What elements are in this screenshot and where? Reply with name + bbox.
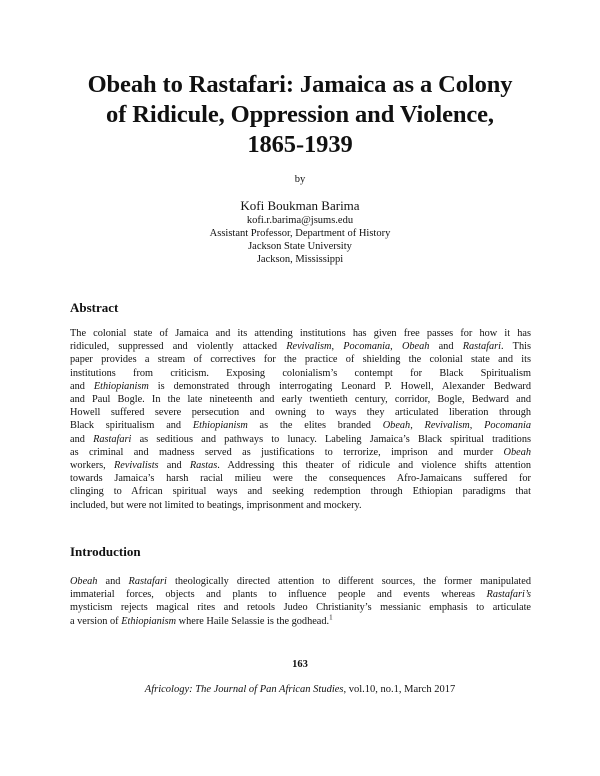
author-block bbox=[0, 197, 600, 266]
abstract-line: Black spiritualism and Ethiopianism as the elites branded Obeah, Revivalism, Pocomania bbox=[70, 420, 531, 432]
byline: by bbox=[294, 174, 306, 185]
journal-footer bbox=[0, 684, 600, 695]
paper-title bbox=[40, 70, 560, 160]
author-position: Assistant Professor, Department of History bbox=[209, 228, 391, 239]
author-university: Jackson State University bbox=[248, 241, 352, 252]
journal-issue: , vol.10, no.1, March 2017 bbox=[343, 684, 456, 695]
abstract-line: included, but were not limited to beatings, imprisonment and mockery. bbox=[70, 499, 362, 511]
title-line: of Ridicule, Oppression and Violence, bbox=[106, 101, 494, 128]
abstract-line: towards Jamaica’s harsh racial milieu were the consequences Afro-Jamaicans suffered for bbox=[70, 473, 531, 485]
abstract-line: workers, Revivalists and Rastas. Addressing this theater of ridicule and violence shifts attention bbox=[70, 460, 531, 472]
abstract-line: paper provides a stream of correctives for the practice of shielding the colonial state and its bbox=[70, 354, 531, 366]
introduction-line: mysticism rejects magical rites and retools Judeo Christianity’s messianic emphasis to articulate bbox=[70, 602, 531, 614]
abstract-line: and Ethiopianism is demonstrated through interrogating Leonard P. Howell, Alexander Bedward bbox=[70, 380, 531, 392]
author-location: Jackson, Mississippi bbox=[256, 254, 344, 265]
abstract-line: and Paul Bogle. In the late nineteenth and early twentieth century, corridor, Bogle, Bedward and bbox=[70, 394, 531, 406]
author-email: kofi.r.barima@jsums.edu bbox=[246, 215, 354, 226]
abstract-line: institutions from criticism. Exposing colonialism’s contempt for Black Spiritualism bbox=[70, 367, 531, 379]
introduction-line: a version of Ethiopianism where Haile Selassie is the godhead.$^1$ bbox=[70, 613, 333, 627]
abstract-body bbox=[70, 327, 531, 512]
abstract-line: as criminal and madness served as justifications to terrorize, imprison and murder Obeah bbox=[70, 446, 531, 458]
abstract-line: clinging to African spiritual ways and seeking redemption through Ethiopian paradigms that bbox=[70, 486, 531, 498]
abstract-line: ridiculed, suppressed and violently attacked Revivalism, Pocomania, Obeah and Rastafari. This bbox=[70, 341, 531, 353]
author-name: Kofi Boukman Barima bbox=[240, 198, 360, 213]
introduction-line: Obeah and Rastafari theologically directed attention to different sources, the former manipulated bbox=[70, 576, 532, 587]
footnote-marker[interactable]: 1 bbox=[329, 613, 333, 622]
title-line: Obeah to Rastafari: Jamaica as a Colony bbox=[87, 71, 513, 98]
title-line: 1865-1939 bbox=[247, 131, 353, 158]
introduction-line: immaterial forces, objects and plants to influence people and events whereas Rastafari’s bbox=[70, 589, 531, 601]
page-number: 163 bbox=[292, 659, 308, 670]
abstract-line: The colonial state of Jamaica and its attending institutions has given free passes for how it has bbox=[70, 328, 531, 339]
introduction-body bbox=[70, 575, 531, 628]
journal-name: Africology: The Journal of Pan African Studies bbox=[144, 684, 344, 695]
introduction-heading: Introduction bbox=[70, 544, 141, 559]
abstract-heading: Abstract bbox=[70, 300, 119, 315]
abstract-line: Howell suffered severe persecution and owning to ways they articulated liberation through bbox=[70, 407, 531, 419]
abstract-line: and Rastafari as seditious and pathways to lunacy. Labeling Jamaica’s Black spiritual traditions bbox=[70, 433, 531, 445]
